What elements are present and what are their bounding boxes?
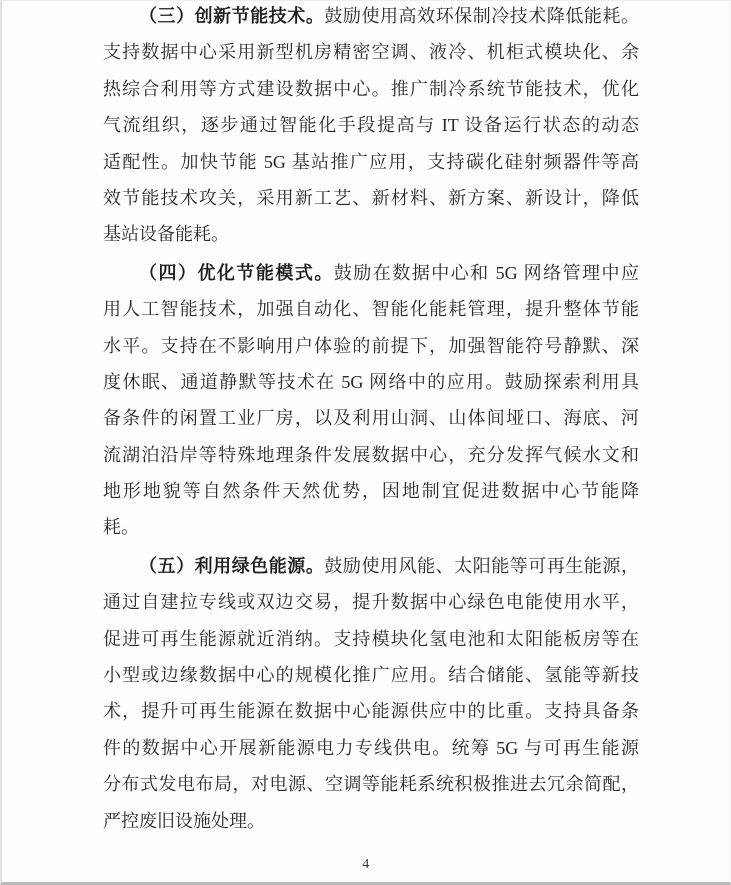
text-line: 促进可再生能源就近消纳。支持模块化氢电池和太阳能板房等在 [103,628,639,649]
text-line: 严控废旧设施处理。 [103,810,265,831]
text-line: 用人工智能技术，加强自动化、智能化能耗管理，提升整体节能 [103,299,639,320]
text-line: 通过自建拉专线或双边交易，提升数据中心绿色电能使用水平， [103,592,639,613]
text-line: 支持数据中心采用新型机房精密空调、液冷、机柜式模块化、余 [103,42,639,63]
text-line: 水平。支持在不影响用户体验的前提下，加强智能符号静默、深 [103,335,639,356]
paragraph-innovate-energy-saving-tech [103,0,639,253]
text-line: 地形地貌等自然条件天然优势，因地制宜促进数据中心节能降 [103,481,639,502]
text-line: 气流组织，逐步通过智能化手段提高与 IT 设备运行状态的动态 [103,115,639,136]
text-run: 鼓励在数据中心和 5G 网络管理中应 [333,262,640,283]
section-heading: （三）创新节能技术。 [139,6,325,26]
page-number: 4 [362,857,370,872]
text-line: 小型或边缘数据中心的规模化推广应用。结合储能、氢能等新技 [103,665,639,686]
text-line: 适配性。加快节能 5G 基站推广应用，支持碳化硅射频器件等高 [103,151,639,172]
text-line [103,255,639,291]
text-line: 基站设备能耗。 [103,224,229,245]
text-run: 鼓励使用高效环保制冷技术降低能耗。 [324,6,640,26]
text-line: 分布式发电布局，对电源、空调等能耗系统积极推进去冗余简配， [103,774,639,795]
text-line: 备条件的闲置工业厂房，以及利用山洞、山体间垭口、海底、河 [103,408,639,429]
paragraph-optimize-energy-saving-mode [103,255,639,546]
text-line: 术，提升可再生能源在数据中心能源供应中的比重。支持具备条 [103,701,639,722]
text-line [103,0,639,34]
text-line: 度休眠、通道静默等技术在 5G 网络中的应用。鼓励探索利用具 [103,371,639,392]
text-run: 鼓励使用风能、太阳能等可再生能源， [324,555,640,576]
text-line: 件的数据中心开展新能源电力专线供电。统筹 5G 与可再生能源 [103,737,639,758]
text-line: 热综合利用等方式建设数据中心。推广制冷系统节能技术，优化 [103,78,639,99]
document-body [103,0,639,839]
text-line [103,548,639,584]
paragraph-use-green-energy [103,548,639,839]
text-line: 耗。 [103,517,139,538]
section-heading: （五）利用绿色能源。 [139,555,325,576]
text-line: 效节能技术攻关，采用新工艺、新材料、新方案、新设计，降低 [103,187,639,208]
text-line: 流湖泊沿岸等特殊地理条件发展数据中心，充分发挥气候水文和 [103,444,639,465]
page-footer [2,855,730,873]
section-heading: （四）优化节能模式。 [139,262,334,283]
